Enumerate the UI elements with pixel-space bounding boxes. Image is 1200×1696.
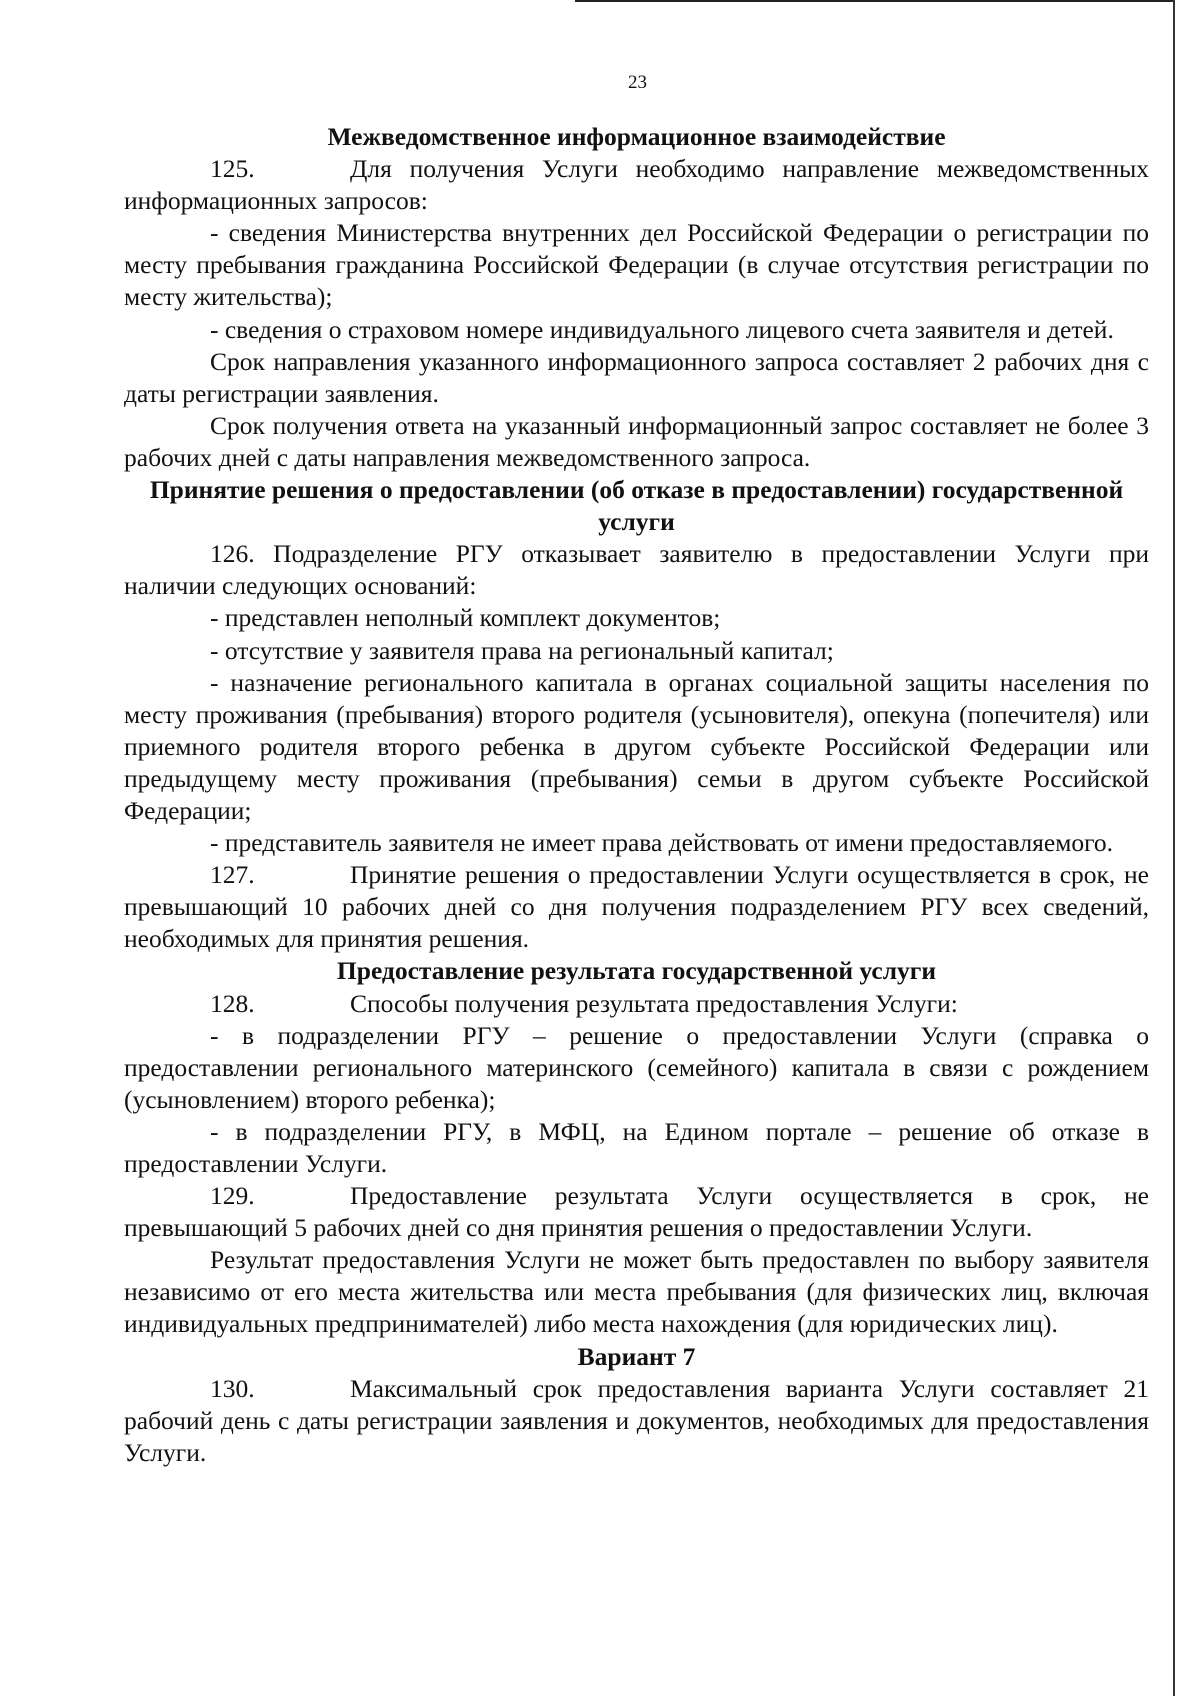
paragraph: - отсутствие у заявителя права на региональный капитал; (210, 635, 834, 665)
paragraph: - сведения Министерства внутренних дел Российской Федерации о регистрации по месту пребывания гражданина Российской Федерации (в случае отсутствия регистрации по месту жительства); (124, 218, 1149, 312)
paragraph-126: 126. Подразделение РГУ отказывает заявителю в предоставлении Услуги при наличии следующих оснований: (124, 539, 1149, 601)
section-heading-result: Предоставление результата государственной услуги (336, 956, 937, 986)
paragraph: - представлен неполный комплект документов; (210, 603, 721, 633)
paragraph-129: 129. Предоставление результата Услуги осуществляется в срок, не превышающий 5 рабочих дней со дня принятия решения о предоставлении Услуги. (124, 1181, 1149, 1243)
paragraph-number: 127. (210, 860, 255, 890)
section-heading-decision: Принятие решения о предоставлении (об отказе в предоставлении) государственной услуги (149, 475, 1124, 537)
paragraph-number: 130. (210, 1373, 255, 1403)
paragraph-number: 125. (210, 154, 255, 184)
paragraph: - представитель заявителя не имеет права действовать от имени предоставляемого. (210, 828, 1114, 858)
paragraph: Результат предоставления Услуги не может быть предоставлен по выбору заявителя независимо от его места жительства или места пребывания (для физических лиц, включая индивидуальных предпринимателей) либо места нахождения (для юридических лиц). (124, 1245, 1149, 1339)
paragraph: Срок получения ответа на указанный информационный запрос составляет не более 3 рабочих дней с даты направления межведомственного запроса. (124, 410, 1149, 472)
paragraph: - назначение регионального капитала в органах социальной защиты населения по месту проживания (пребывания) второго родителя (усыновителя), опекуна (попечителя) или приемного родителя второго ребенка в другом субъекте Российской Федерации или предыдущему месту проживания (пребывания) семьи в другом субъекте Российской Федерации; (124, 667, 1149, 825)
paragraph-125: 125. Для получения Услуги необходимо направление межведомственных информационных запросов: (124, 154, 1149, 216)
top-border-line (575, 0, 1173, 2)
section-heading-variant-7: Вариант 7 (577, 1341, 696, 1371)
page-number: 23 (628, 72, 647, 93)
document-body (124, 121, 1149, 1469)
paragraph-127: 127. Принятие решения о предоставлении Услуги осуществляется в срок, не превышающий 10 рабочих дней со дня получения подразделением РГУ всех сведений, необходимых для принятия решения. (124, 860, 1149, 954)
right-border-line (1173, 0, 1175, 1696)
paragraph: - в подразделении РГУ, в МФЦ, на Едином портале – решение об отказе в предоставлении Услуги. (124, 1116, 1149, 1178)
paragraph-number: 129. (210, 1181, 255, 1211)
paragraph: - в подразделении РГУ – решение о предоставлении Услуги (справка о предоставлении регионального материнского (семейного) капитала в связи с рождением (усыновлением) второго ребенка); (124, 1020, 1149, 1114)
section-heading-interagency: Межведомственное информационное взаимодействие (327, 122, 946, 151)
paragraph: - сведения о страховом номере индивидуального лицевого счета заявителя и детей. (210, 314, 1114, 344)
paragraph-130: 130. Максимальный срок предоставления варианта Услуги составляет 21 рабочий день с даты регистрации заявления и документов, необходимых для предоставления Услуги. (124, 1373, 1149, 1467)
paragraph-128: 128. Способы получения результата предоставления Услуги: (124, 988, 1149, 1020)
paragraph-number: 128. (210, 988, 255, 1018)
paragraph: Срок направления указанного информационного запроса составляет 2 рабочих дня с даты регистрации заявления. (124, 346, 1149, 408)
